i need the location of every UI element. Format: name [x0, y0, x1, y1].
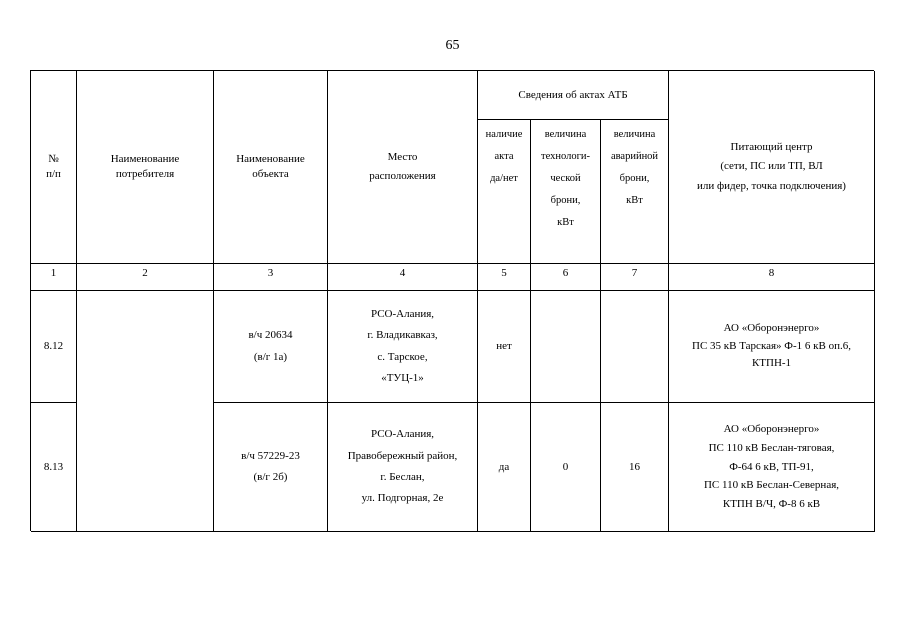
row-8-12-location: РСО-Алания, г. Владикавказ, с. Тарское, «ТУЦ-1»	[328, 291, 478, 403]
row-8-13-num: 8.13	[31, 403, 77, 532]
column-number-6: 6	[531, 264, 601, 291]
row-8-13-object: в/ч 57229-23 (в/г 2б)	[214, 403, 328, 532]
column-number-1: 1	[31, 264, 77, 291]
column-number-8: 8	[669, 264, 875, 291]
column-number-4: 4	[328, 264, 478, 291]
row-8-13-atb-presence: да	[478, 403, 531, 532]
row-8-12-atb-emergency	[601, 291, 669, 403]
page-number: 65	[445, 38, 460, 53]
row-8-13-atb-emergency: 16	[601, 403, 669, 532]
header-num: № п/п	[31, 71, 77, 264]
row-8-13-supply-center: АО «Оборонэнерго» ПС 110 кВ Беслан-тяговая, Ф-64 6 кВ, ТП-91, ПС 110 кВ Беслан-Северная, КТПН В/Ч, Ф-8 6 кВ	[669, 403, 875, 532]
row-consumer-merged	[77, 291, 214, 532]
header-consumer: Наименование потребителя	[77, 71, 214, 264]
row-8-12-num: 8.12	[31, 291, 77, 403]
row-8-12-atb-tech	[531, 291, 601, 403]
row-8-12-atb-presence: нет	[478, 291, 531, 403]
column-number-7: 7	[601, 264, 669, 291]
row-8-13-location: РСО-Алания, Правобережный район, г. Беслан, ул. Подгорная, 2е	[328, 403, 478, 532]
header-atb-group: Сведения об актах АТБ	[478, 71, 669, 120]
header-atb-tech: величина технологи- ческой брони, кВт	[531, 120, 601, 264]
row-8-13-atb-tech: 0	[531, 403, 601, 532]
header-atb-presence: наличие акта да/нет	[478, 120, 531, 264]
header-atb-emergency: величина аварийной брони, кВт	[601, 120, 669, 264]
consumer-table	[30, 70, 874, 531]
column-number-3: 3	[214, 264, 328, 291]
row-8-12-supply-center: АО «Оборонэнерго» ПС 35 кВ Тарская» Ф-1 6 кВ оп.6, КТПН-1	[669, 291, 875, 403]
header-object: Наименование объекта	[214, 71, 328, 264]
column-number-5: 5	[478, 264, 531, 291]
header-supply-center: Питающий центр (сети, ПС или ТП, ВЛ или фидер, точка подключения)	[669, 71, 875, 264]
header-location: Место расположения	[328, 71, 478, 264]
row-8-12-object: в/ч 20634 (в/г 1а)	[214, 291, 328, 403]
column-number-2: 2	[77, 264, 214, 291]
